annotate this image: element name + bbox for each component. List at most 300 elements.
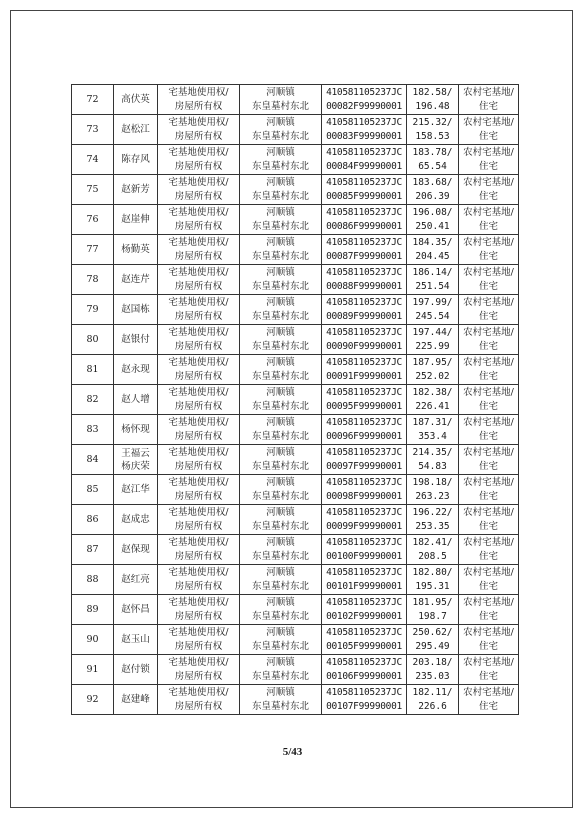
- parcel-code-text: 00086F99990001: [326, 220, 402, 232]
- location-text: 河顺镇: [266, 446, 295, 458]
- area-text: 235.03: [415, 670, 450, 682]
- land-use-cell: [459, 475, 519, 505]
- area-text: 206.39: [415, 190, 450, 202]
- parcel-code-text: 410581105237JC: [326, 236, 402, 248]
- land-use-text: 农村宅基地/: [463, 506, 514, 518]
- location-text: 东皇墓村东北: [251, 580, 309, 592]
- area-text: 353.4: [418, 430, 447, 442]
- parcel-code-text: 410581105237JC: [326, 326, 402, 338]
- land-use-text: 住宅: [478, 100, 498, 112]
- right-type-cell: [158, 655, 240, 685]
- parcel-code-cell: [322, 385, 407, 415]
- parcel-code-text: 410581105237JC: [326, 146, 402, 158]
- area-text: 252.02: [415, 370, 450, 382]
- table-row: [72, 115, 519, 145]
- owner-name-text: 赵红亮: [121, 573, 150, 585]
- row-number-cell: 77: [72, 235, 114, 265]
- parcel-code-text: 410581105237JC: [326, 176, 402, 188]
- location-cell: [240, 295, 322, 325]
- land-use-cell: [459, 85, 519, 115]
- parcel-code-cell: [322, 85, 407, 115]
- owner-name-cell: [114, 445, 158, 475]
- right-type-text: 房屋所有权: [174, 580, 223, 592]
- location-text: 河顺镇: [266, 506, 295, 518]
- area-cell: [407, 355, 459, 385]
- location-cell: [240, 475, 322, 505]
- owner-name-cell: [114, 565, 158, 595]
- area-cell: [407, 535, 459, 565]
- row-number-cell: 72: [72, 85, 114, 115]
- parcel-code-text: 410581105237JC: [326, 476, 402, 488]
- area-cell: [407, 595, 459, 625]
- right-type-text: 宅基地使用权/: [168, 506, 229, 518]
- right-type-text: 宅基地使用权/: [168, 176, 229, 188]
- land-use-text: 住宅: [478, 370, 498, 382]
- land-use-cell: [459, 565, 519, 595]
- land-use-cell: [459, 115, 519, 145]
- area-text: 196.22/: [412, 506, 453, 518]
- right-type-cell: [158, 85, 240, 115]
- right-type-text: 房屋所有权: [174, 370, 223, 382]
- location-text: 东皇墓村东北: [251, 160, 309, 172]
- right-type-cell: [158, 295, 240, 325]
- right-type-cell: [158, 265, 240, 295]
- location-text: 河顺镇: [266, 596, 295, 608]
- land-use-text: 住宅: [478, 460, 498, 472]
- right-type-text: 宅基地使用权/: [168, 656, 229, 668]
- location-text: 河顺镇: [266, 266, 295, 278]
- right-type-cell: [158, 565, 240, 595]
- parcel-code-cell: [322, 685, 407, 715]
- location-cell: [240, 235, 322, 265]
- right-type-text: 宅基地使用权/: [168, 536, 229, 548]
- right-type-text: 宅基地使用权/: [168, 566, 229, 578]
- area-text: 197.99/: [412, 296, 453, 308]
- row-number-cell: 81: [72, 355, 114, 385]
- table-row: [72, 85, 519, 115]
- area-text: 182.11/: [412, 686, 453, 698]
- owner-name-text: 高伏英: [121, 93, 150, 105]
- parcel-code-text: 410581105237JC: [326, 116, 402, 128]
- area-cell: [407, 655, 459, 685]
- owner-name-text: 陈存风: [121, 153, 150, 165]
- area-text: 187.31/: [412, 416, 453, 428]
- location-text: 东皇墓村东北: [251, 490, 309, 502]
- row-number-cell: 85: [72, 475, 114, 505]
- right-type-text: 宅基地使用权/: [168, 476, 229, 488]
- row-number-cell: 82: [72, 385, 114, 415]
- table-row: [72, 445, 519, 475]
- right-type-text: 房屋所有权: [174, 160, 223, 172]
- land-use-text: 住宅: [478, 520, 498, 532]
- area-cell: [407, 115, 459, 145]
- land-use-text: 农村宅基地/: [463, 146, 514, 158]
- row-number-cell: 88: [72, 565, 114, 595]
- area-text: 250.41: [415, 220, 450, 232]
- owner-name-text: 杨怀现: [121, 423, 150, 435]
- location-text: 河顺镇: [266, 626, 295, 638]
- parcel-code-text: 00083F99990001: [326, 130, 402, 142]
- parcel-code-cell: [322, 325, 407, 355]
- table-row: [72, 295, 519, 325]
- location-text: 东皇墓村东北: [251, 100, 309, 112]
- land-use-text: 农村宅基地/: [463, 236, 514, 248]
- row-number-cell: 79: [72, 295, 114, 325]
- land-use-text: 农村宅基地/: [463, 476, 514, 488]
- owner-name-cell: [114, 145, 158, 175]
- owner-name-text: 赵付锁: [121, 663, 150, 675]
- parcel-code-cell: [322, 535, 407, 565]
- area-cell: [407, 475, 459, 505]
- right-type-text: 房屋所有权: [174, 700, 223, 712]
- parcel-code-text: 00099F99990001: [326, 520, 402, 532]
- location-text: 河顺镇: [266, 146, 295, 158]
- location-text: 东皇墓村东北: [251, 250, 309, 262]
- land-use-text: 农村宅基地/: [463, 206, 514, 218]
- parcel-code-cell: [322, 235, 407, 265]
- location-text: 东皇墓村东北: [251, 370, 309, 382]
- row-number-cell: 90: [72, 625, 114, 655]
- parcel-code-text: 00085F99990001: [326, 190, 402, 202]
- parcel-code-text: 410581105237JC: [326, 626, 402, 638]
- area-text: 226.6: [418, 700, 447, 712]
- land-use-text: 住宅: [478, 340, 498, 352]
- area-text: 245.54: [415, 310, 450, 322]
- land-use-text: 农村宅基地/: [463, 86, 514, 98]
- owner-name-text: 王福云: [121, 447, 150, 459]
- owner-name-text: 赵江华: [121, 483, 150, 495]
- right-type-text: 宅基地使用权/: [168, 686, 229, 698]
- table-row: [72, 205, 519, 235]
- land-use-cell: [459, 655, 519, 685]
- area-text: 158.53: [415, 130, 450, 142]
- area-text: 225.99: [415, 340, 450, 352]
- area-text: 226.41: [415, 400, 450, 412]
- location-text: 河顺镇: [266, 656, 295, 668]
- parcel-code-cell: [322, 205, 407, 235]
- area-text: 196.48: [415, 100, 450, 112]
- right-type-cell: [158, 115, 240, 145]
- parcel-code-text: 410581105237JC: [326, 596, 402, 608]
- owner-name-text: 赵成忠: [121, 513, 150, 525]
- land-use-text: 住宅: [478, 160, 498, 172]
- land-use-text: 农村宅基地/: [463, 386, 514, 398]
- area-text: 251.54: [415, 280, 450, 292]
- parcel-code-text: 00087F99990001: [326, 250, 402, 262]
- right-type-text: 宅基地使用权/: [168, 326, 229, 338]
- land-use-text: 住宅: [478, 490, 498, 502]
- land-use-cell: [459, 505, 519, 535]
- parcel-code-text: 00106F99990001: [326, 670, 402, 682]
- right-type-text: 房屋所有权: [174, 130, 223, 142]
- area-text: 203.18/: [412, 656, 453, 668]
- row-number-cell: 91: [72, 655, 114, 685]
- land-use-text: 住宅: [478, 220, 498, 232]
- area-text: 196.08/: [412, 206, 453, 218]
- table-row: [72, 175, 519, 205]
- land-use-cell: [459, 535, 519, 565]
- table-row: [72, 535, 519, 565]
- location-text: 河顺镇: [266, 566, 295, 578]
- right-type-text: 宅基地使用权/: [168, 446, 229, 458]
- land-use-cell: [459, 205, 519, 235]
- owner-name-text: 赵人增: [121, 393, 150, 405]
- owner-name-text: 赵银付: [121, 333, 150, 345]
- location-cell: [240, 85, 322, 115]
- parcel-code-text: 00107F99990001: [326, 700, 402, 712]
- parcel-code-text: 00084F99990001: [326, 160, 402, 172]
- land-use-text: 住宅: [478, 670, 498, 682]
- location-text: 河顺镇: [266, 86, 295, 98]
- right-type-text: 房屋所有权: [174, 610, 223, 622]
- location-text: 河顺镇: [266, 686, 295, 698]
- area-text: 198.18/: [412, 476, 453, 488]
- right-type-cell: [158, 325, 240, 355]
- row-number-cell: 78: [72, 265, 114, 295]
- owner-name-text: 赵国栋: [121, 303, 150, 315]
- area-text: 204.45: [415, 250, 450, 262]
- owner-name-cell: [114, 505, 158, 535]
- area-cell: [407, 445, 459, 475]
- location-text: 河顺镇: [266, 236, 295, 248]
- location-text: 东皇墓村东北: [251, 550, 309, 562]
- area-text: 182.41/: [412, 536, 453, 548]
- table-row: [72, 145, 519, 175]
- area-cell: [407, 235, 459, 265]
- table-row: [72, 625, 519, 655]
- owner-name-text: 赵松江: [121, 123, 150, 135]
- parcel-code-cell: [322, 145, 407, 175]
- land-use-text: 农村宅基地/: [463, 626, 514, 638]
- table-row: [72, 505, 519, 535]
- location-text: 东皇墓村东北: [251, 130, 309, 142]
- right-type-text: 宅基地使用权/: [168, 626, 229, 638]
- location-text: 东皇墓村东北: [251, 310, 309, 322]
- parcel-code-text: 00091F99990001: [326, 370, 402, 382]
- row-number-cell: 73: [72, 115, 114, 145]
- land-use-cell: [459, 235, 519, 265]
- parcel-code-text: 00090F99990001: [326, 340, 402, 352]
- land-use-cell: [459, 355, 519, 385]
- area-cell: [407, 625, 459, 655]
- land-use-text: 农村宅基地/: [463, 176, 514, 188]
- owner-name-cell: [114, 325, 158, 355]
- area-cell: [407, 415, 459, 445]
- location-text: 东皇墓村东北: [251, 610, 309, 622]
- right-type-text: 房屋所有权: [174, 520, 223, 532]
- location-cell: [240, 115, 322, 145]
- right-type-text: 房屋所有权: [174, 250, 223, 262]
- area-text: 263.23: [415, 490, 450, 502]
- location-cell: [240, 655, 322, 685]
- location-text: 河顺镇: [266, 296, 295, 308]
- right-type-text: 宅基地使用权/: [168, 116, 229, 128]
- location-text: 河顺镇: [266, 476, 295, 488]
- land-use-cell: [459, 325, 519, 355]
- location-text: 东皇墓村东北: [251, 670, 309, 682]
- area-text: 184.35/: [412, 236, 453, 248]
- land-use-text: 住宅: [478, 250, 498, 262]
- land-use-text: 农村宅基地/: [463, 416, 514, 428]
- land-use-cell: [459, 685, 519, 715]
- location-text: 河顺镇: [266, 536, 295, 548]
- table-row: [72, 385, 519, 415]
- parcel-code-cell: [322, 445, 407, 475]
- right-type-text: 房屋所有权: [174, 430, 223, 442]
- location-text: 东皇墓村东北: [251, 700, 309, 712]
- location-cell: [240, 415, 322, 445]
- land-use-text: 住宅: [478, 580, 498, 592]
- right-type-cell: [158, 625, 240, 655]
- row-number-cell: 83: [72, 415, 114, 445]
- parcel-code-text: 00096F99990001: [326, 430, 402, 442]
- row-number-cell: 86: [72, 505, 114, 535]
- area-text: 65.54: [418, 160, 447, 172]
- land-use-cell: [459, 265, 519, 295]
- property-records-table: [71, 84, 519, 715]
- parcel-code-text: 00095F99990001: [326, 400, 402, 412]
- table-body: [72, 85, 519, 715]
- owner-name-text: 赵崖伸: [121, 213, 150, 225]
- parcel-code-cell: [322, 505, 407, 535]
- table-row: [72, 325, 519, 355]
- area-text: 214.35/: [412, 446, 453, 458]
- owner-name-text: 赵永现: [121, 363, 150, 375]
- area-cell: [407, 325, 459, 355]
- area-text: 186.14/: [412, 266, 453, 278]
- land-use-text: 农村宅基地/: [463, 296, 514, 308]
- land-use-text: 住宅: [478, 550, 498, 562]
- location-cell: [240, 565, 322, 595]
- owner-name-cell: [114, 355, 158, 385]
- land-use-text: 住宅: [478, 640, 498, 652]
- right-type-cell: [158, 445, 240, 475]
- land-use-cell: [459, 595, 519, 625]
- right-type-text: 宅基地使用权/: [168, 266, 229, 278]
- right-type-text: 房屋所有权: [174, 460, 223, 472]
- parcel-code-text: 00097F99990001: [326, 460, 402, 472]
- land-use-cell: [459, 175, 519, 205]
- row-number-cell: 87: [72, 535, 114, 565]
- parcel-code-cell: [322, 175, 407, 205]
- location-text: 东皇墓村东北: [251, 520, 309, 532]
- parcel-code-text: 410581105237JC: [326, 86, 402, 98]
- area-text: 187.95/: [412, 356, 453, 368]
- right-type-text: 房屋所有权: [174, 640, 223, 652]
- land-use-text: 住宅: [478, 430, 498, 442]
- owner-name-cell: [114, 415, 158, 445]
- owner-name-cell: [114, 175, 158, 205]
- parcel-code-text: 410581105237JC: [326, 386, 402, 398]
- table-row: [72, 475, 519, 505]
- owner-name-cell: [114, 685, 158, 715]
- land-use-text: 住宅: [478, 610, 498, 622]
- table-row: [72, 595, 519, 625]
- table-row: [72, 235, 519, 265]
- land-use-text: 住宅: [478, 130, 498, 142]
- parcel-code-text: 00098F99990001: [326, 490, 402, 502]
- owner-name-text: 赵保现: [121, 543, 150, 555]
- land-use-text: 农村宅基地/: [463, 536, 514, 548]
- location-text: 东皇墓村东北: [251, 640, 309, 652]
- parcel-code-text: 410581105237JC: [326, 356, 402, 368]
- parcel-code-text: 00101F99990001: [326, 580, 402, 592]
- right-type-text: 房屋所有权: [174, 340, 223, 352]
- location-cell: [240, 325, 322, 355]
- owner-name-cell: [114, 625, 158, 655]
- location-text: 东皇墓村东北: [251, 340, 309, 352]
- right-type-cell: [158, 535, 240, 565]
- parcel-code-cell: [322, 295, 407, 325]
- right-type-text: 宅基地使用权/: [168, 356, 229, 368]
- location-text: 河顺镇: [266, 206, 295, 218]
- right-type-text: 宅基地使用权/: [168, 206, 229, 218]
- area-cell: [407, 85, 459, 115]
- right-type-text: 房屋所有权: [174, 100, 223, 112]
- location-text: 东皇墓村东北: [251, 430, 309, 442]
- parcel-code-text: 00100F99990001: [326, 550, 402, 562]
- owner-name-cell: [114, 385, 158, 415]
- location-cell: [240, 505, 322, 535]
- area-cell: [407, 175, 459, 205]
- area-text: 182.80/: [412, 566, 453, 578]
- owner-name-cell: [114, 535, 158, 565]
- parcel-code-text: 00082F99990001: [326, 100, 402, 112]
- land-use-text: 农村宅基地/: [463, 446, 514, 458]
- land-use-text: 住宅: [478, 190, 498, 202]
- owner-name-cell: [114, 235, 158, 265]
- land-use-cell: [459, 445, 519, 475]
- area-cell: [407, 685, 459, 715]
- land-use-text: 住宅: [478, 700, 498, 712]
- location-text: 河顺镇: [266, 176, 295, 188]
- right-type-cell: [158, 415, 240, 445]
- right-type-cell: [158, 385, 240, 415]
- area-cell: [407, 565, 459, 595]
- location-cell: [240, 175, 322, 205]
- right-type-cell: [158, 235, 240, 265]
- right-type-text: 房屋所有权: [174, 400, 223, 412]
- table-row: [72, 415, 519, 445]
- parcel-code-cell: [322, 565, 407, 595]
- parcel-code-cell: [322, 415, 407, 445]
- parcel-code-text: 410581105237JC: [326, 536, 402, 548]
- table-row: [72, 265, 519, 295]
- owner-name-text: 赵连芹: [121, 273, 150, 285]
- row-number-cell: 76: [72, 205, 114, 235]
- location-cell: [240, 145, 322, 175]
- parcel-code-cell: [322, 115, 407, 145]
- owner-name-cell: [114, 475, 158, 505]
- location-cell: [240, 685, 322, 715]
- location-text: 东皇墓村东北: [251, 280, 309, 292]
- location-cell: [240, 535, 322, 565]
- location-cell: [240, 595, 322, 625]
- land-use-text: 农村宅基地/: [463, 116, 514, 128]
- owner-name-text: 赵新芳: [121, 183, 150, 195]
- area-cell: [407, 505, 459, 535]
- right-type-text: 宅基地使用权/: [168, 146, 229, 158]
- right-type-text: 房屋所有权: [174, 280, 223, 292]
- row-number-cell: 89: [72, 595, 114, 625]
- right-type-text: 宅基地使用权/: [168, 386, 229, 398]
- area-text: 198.7: [418, 610, 447, 622]
- right-type-cell: [158, 505, 240, 535]
- location-text: 东皇墓村东北: [251, 190, 309, 202]
- location-cell: [240, 205, 322, 235]
- area-text: 183.78/: [412, 146, 453, 158]
- parcel-code-text: 410581105237JC: [326, 266, 402, 278]
